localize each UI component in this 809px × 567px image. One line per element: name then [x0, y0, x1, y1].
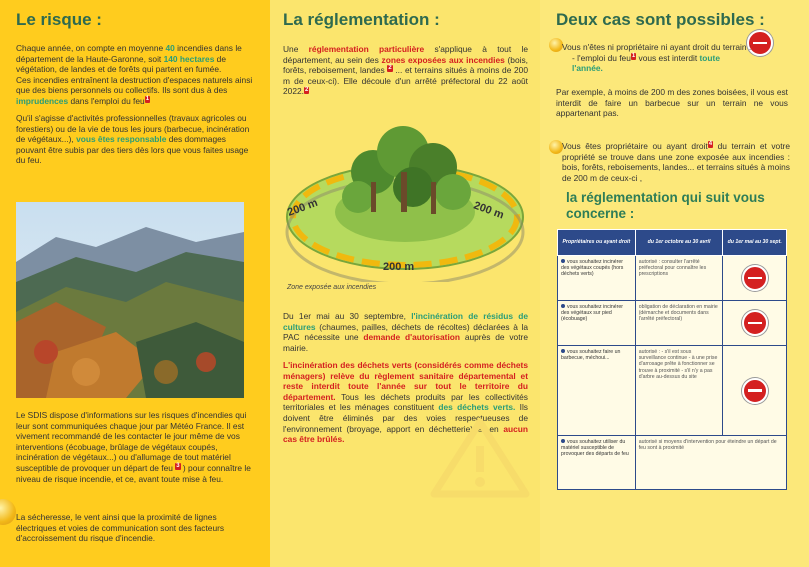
no-entry-icon: [742, 310, 768, 336]
risk-paragraph-5: La sécheresse, le vent ainsi que la proximité de lignes électriques et voies de communication sont des facteurs d'accroissement du risque d'incendie.: [16, 512, 225, 544]
cases-title: Deux cas sont possibles :: [556, 10, 765, 29]
bullet-icon: [561, 259, 565, 263]
table-cell-winter: autorisé : - s'il est sous surveillance continue - à une prise d'arrosage prête à fonctionner se trouve à proximité - s'il n'y a pas d'arbre au-dessus du site: [635, 346, 723, 436]
footnote-ref: 2: [304, 86, 309, 93]
table-cell-summer: [723, 256, 787, 301]
footnote-ref: 4: [708, 141, 713, 148]
sdis-info: [16, 410, 258, 484]
risk-paragraph-1: Chaque année, on compte en moyenne 40 incendies dans le département de la Haute-Garonne, soit 140 hectares de végétation, de landes et de forêts qui partent en fumée.: [16, 43, 242, 75]
table-header-row: [558, 230, 787, 256]
table-row: [558, 256, 787, 301]
footnote-ref: 1: [631, 52, 636, 59]
risk-factors: [16, 512, 258, 544]
risk-paragraph-4: Le SDIS dispose d'informations sur les risques d'incendies qui leur sont communiquées chaque jour par Météo France. Il est vivement recommandé de les contacter le jour même de vos interventions (écobuage, brûlage de végétaux coupés, incinération de végétaux...) ou d'allumage de tout matériel susceptible de provoquer un départ de feu 3 ) pour connaître le niveau de risque incendie, et ce, avant toute mise à feu.: [16, 410, 251, 484]
regulation-intro: [283, 44, 528, 97]
case-not-owner: [562, 42, 752, 74]
bullet-icon: [561, 349, 565, 353]
table-header: du 1er mai au 30 sept.: [723, 230, 787, 256]
regulation-paragraph-2: Du 1er mai au 30 septembre, l'incinération de résidus de cultures (chaumes, pailles, déchets de récoltes) déclarées à la PAC nécessite une demande d'autorisation auprès de votre mairie.: [283, 311, 529, 353]
risk-intro: [16, 43, 258, 107]
risk-paragraph-3: Qu'il s'agisse d'activités professionnelles (travaux agricoles ou forestiers) ou de la vie de tous les jours (barbecue, incinération de végétaux...), vous êtes responsable des dommages pouvant être subis par des tiers dès lors que vous faites usage du feu.: [16, 113, 250, 166]
case-owner: [562, 141, 790, 183]
warning-triangle-icon: [430, 418, 530, 498]
no-entry-icon: [742, 378, 768, 404]
bullet-icon: [561, 304, 565, 308]
no-entry-icon: [742, 265, 768, 291]
mountain-forest-photo: [16, 202, 244, 398]
risk-title: Le risque :: [16, 10, 102, 29]
case-1-text: Vous n'êtes ni propriétaire ni ayant droit du terrain :: [562, 42, 752, 52]
case-1-rule: - l'emploi du feu1 vous est interdit toute l'année.: [572, 52, 720, 74]
table-cell-case: vous souhaitez incinérer des végétaux sur pied (écobuage): [558, 301, 636, 346]
table-row: [558, 436, 787, 490]
bullet-icon: [561, 439, 565, 443]
regulation-paragraph-1: Une réglementation particulière s'applique à tout le département, au sein des zones exposées aux incendies (bois, forêts, reboisement, landes 2 ... et terrains situés à moins de 200 m de ceux-ci). Elle découle d'un arrêté préfectoral du 22 août 2022.2: [283, 44, 528, 97]
case-example: [556, 87, 788, 119]
regulation-paragraph-3: L'incinération des déchets verts (considérés comme déchets ménagers) relève du règlement sanitaire départemental et reste interdit toute l'année sur tout le territoire du département. Tous les déchets produits par les collectivités territoriales et les ménages constituent des déchets verts. Ils doivent être éliminés par des voies respectueuses de l'environnement (broyage, apport en déchetterie) et en aucun cas être brûlés.: [283, 360, 528, 445]
distance-label-right: 200 m: [471, 199, 506, 222]
crop-residue-rule: [283, 311, 528, 353]
table-cell-summer: [723, 346, 787, 436]
risk-paragraph-2: Ces incendies entraînent la destruction d'espaces naturels ainsi que des biens personnels ou collectifs. Ils sont dus à des imprudences dans l'emploi du feu1: [16, 74, 253, 106]
table-cell-case: vous souhaitez faire un barbecue, méchoui...: [558, 346, 636, 436]
table-row: [558, 346, 787, 436]
bullet-coin-icon: [549, 38, 563, 52]
distance-label-left: 200 m: [285, 196, 320, 219]
table-cell-winter: autorisé : consulter l'arrêté préfectoral pour connaître les prescriptions: [635, 256, 723, 301]
regulation-subtitle: la réglementation qui suit vous concerne :: [566, 190, 765, 221]
risk-responsibility: [16, 113, 258, 166]
footnote-ref: 2: [388, 65, 392, 72]
footnote-ref: 3: [176, 463, 180, 470]
regulation-table: [557, 229, 787, 490]
distance-label-center: 200 m: [383, 261, 415, 273]
footnote-ref: 1: [145, 96, 150, 103]
regulation-title: La réglementation :: [283, 10, 440, 29]
table-row: [558, 301, 787, 346]
table-cell-winter: obligation de déclaration en mairie (démarche et documents dans l'arrêté préfectoral): [635, 301, 723, 346]
exposed-zone-illustration: [283, 112, 528, 282]
case-2-text: Vous êtes propriétaire ou ayant droit4 du terrain et votre propriété se trouve dans une zone exposée aux incendies : bois, forêts, reboisements, landes... et terrains situés à moins de 200 m de ceux-ci ,: [562, 141, 790, 183]
table-cell-case: vous souhaitez utiliser du matériel susceptible de provoquer des départs de feu: [558, 436, 636, 490]
table-cell-summer: [723, 301, 787, 346]
table-header: Propriétaires ou ayant droit: [558, 230, 636, 256]
bullet-coin-icon: [549, 140, 563, 154]
case-example-text: Par exemple, à moins de 200 m des zones boisées, il vous est interdit de faire un barbecue sur un terrain ne vous appartenant pas.: [556, 87, 788, 119]
table-cell-case: vous souhaitez incinérer des végétaux coupés (hors déchets verts): [558, 256, 636, 301]
table-cell-all-year: autorisé si moyens d'intervention pour éteindre un départ de feu sont à proximité: [635, 436, 786, 490]
table-header: du 1er octobre au 30 avril: [635, 230, 723, 256]
zone-caption: Zone exposée aux incendies: [287, 284, 377, 291]
